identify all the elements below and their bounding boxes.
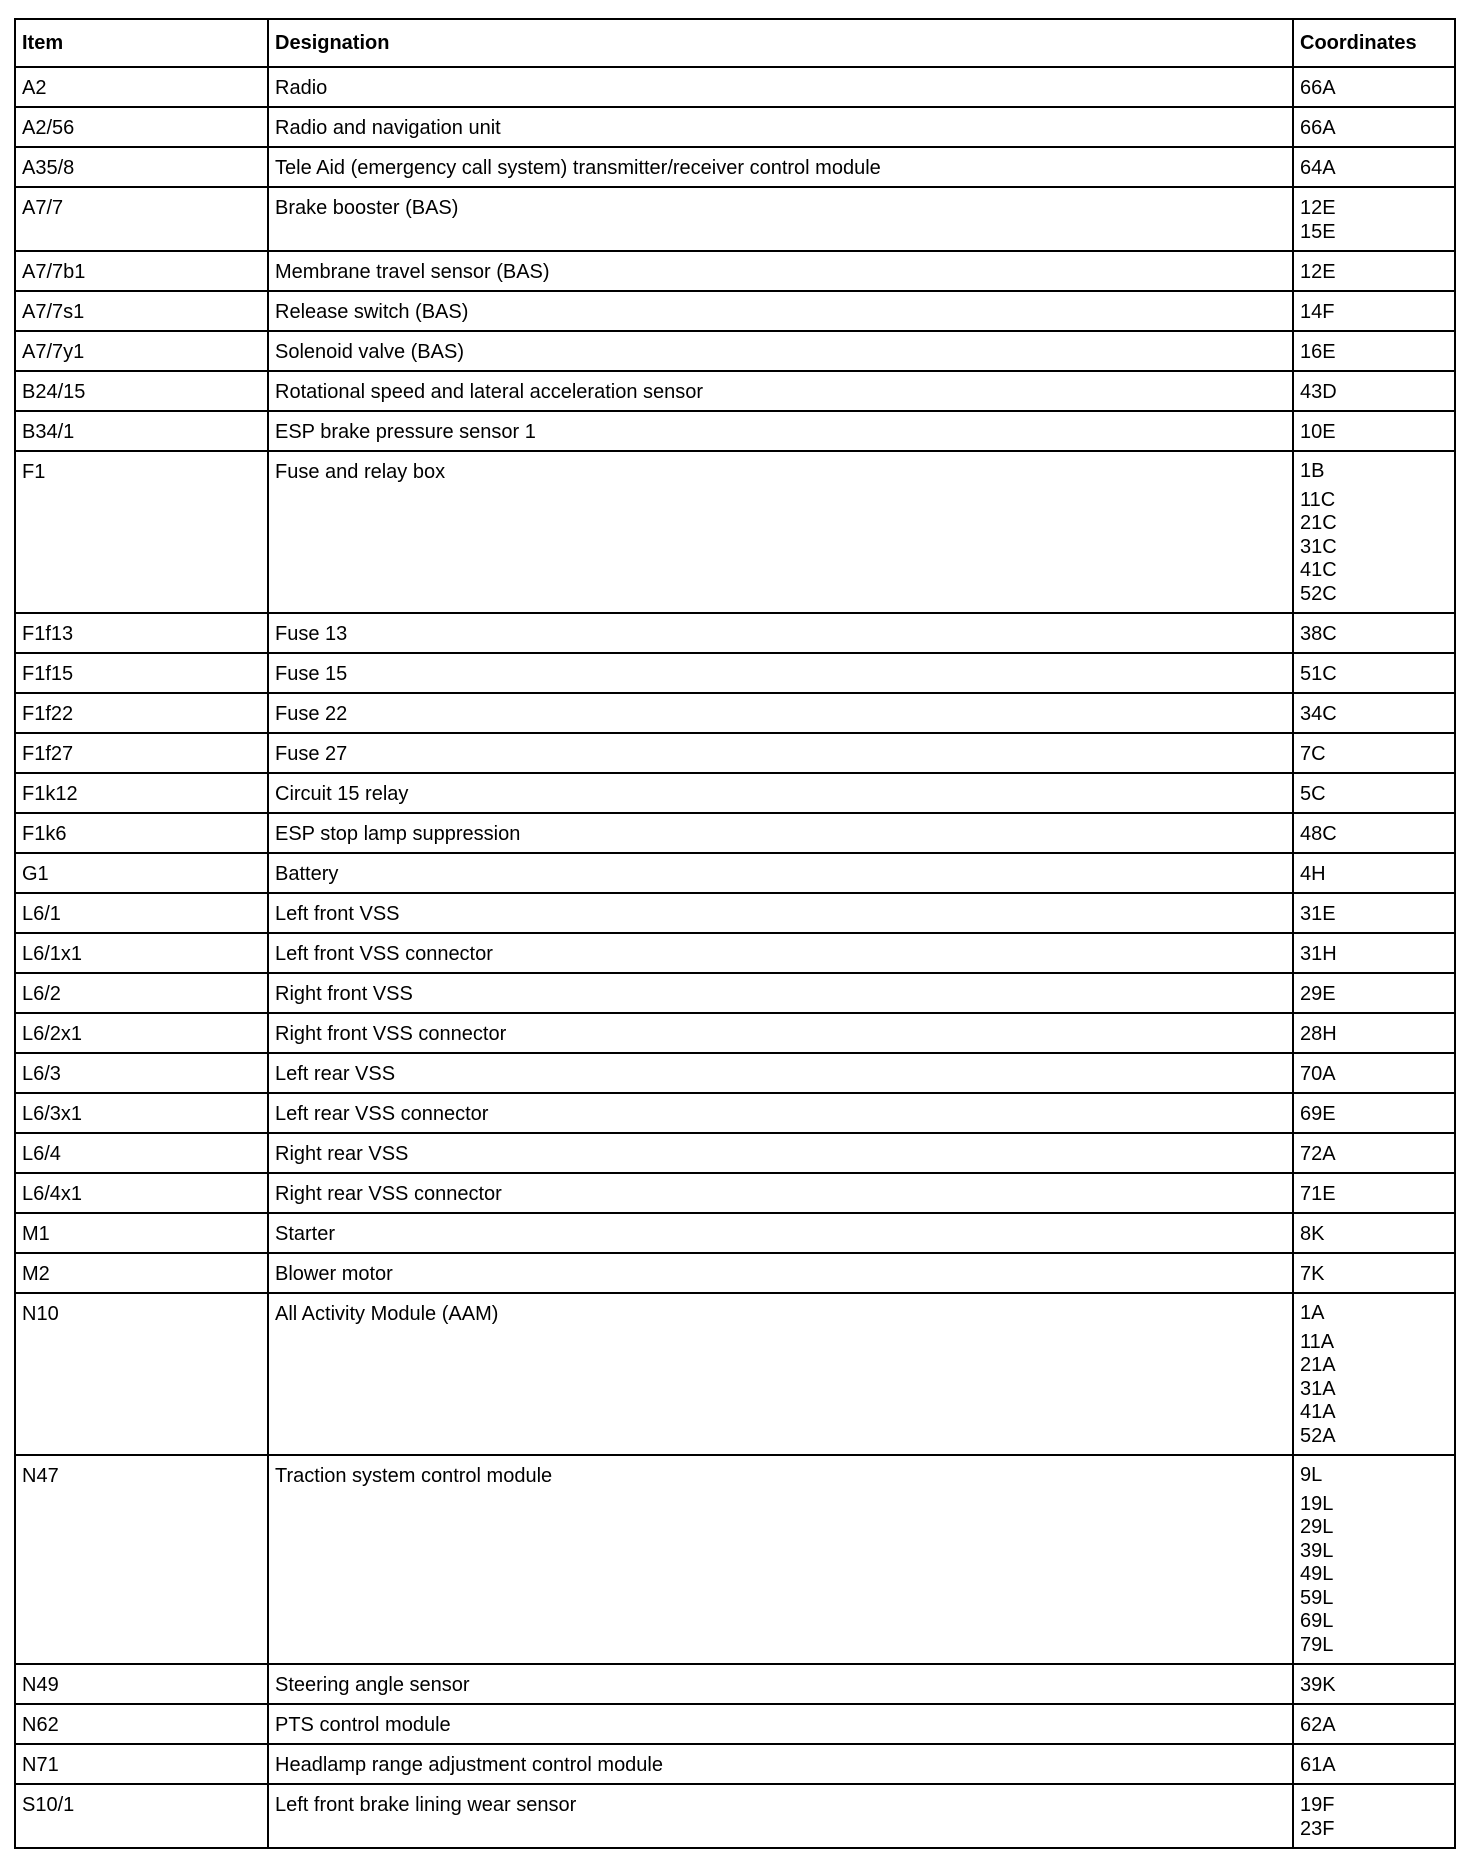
cell-coordinates [1293, 371, 1455, 411]
table-row [15, 251, 1455, 291]
table-row [15, 1784, 1455, 1848]
table-row [15, 187, 1455, 251]
table-row [15, 1173, 1455, 1213]
table-row [15, 1253, 1455, 1293]
table-row [15, 451, 1455, 613]
coordinate-value: 39K [1300, 1674, 1336, 1696]
coordinate-value: 31C [1300, 535, 1337, 558]
coordinate-value: 4H [1300, 863, 1326, 885]
cell-designation: Fuse and relay box [268, 451, 1293, 613]
cell-designation: Fuse 13 [268, 613, 1293, 653]
component-index-document [14, 18, 1454, 1849]
cell-designation: Fuse 27 [268, 733, 1293, 773]
coordinate-value: 21C [1300, 512, 1337, 534]
cell-coordinates [1293, 1213, 1455, 1253]
table-row [15, 1744, 1455, 1784]
cell-item: L6/1x1 [15, 933, 268, 973]
table-row [15, 973, 1455, 1013]
cell-designation: PTS control module [268, 1704, 1293, 1744]
table-row [15, 693, 1455, 733]
cell-item: A7/7 [15, 187, 268, 251]
coordinate-value: 48C [1300, 823, 1337, 845]
cell-coordinates [1293, 331, 1455, 371]
cell-item: F1 [15, 451, 268, 613]
table-row [15, 331, 1455, 371]
table-row [15, 1704, 1455, 1744]
cell-designation: Right front VSS connector [268, 1013, 1293, 1053]
cell-coordinates [1293, 1253, 1455, 1293]
coordinate-value: 21A [1300, 1354, 1336, 1376]
coordinate-value: 19F [1300, 1794, 1335, 1816]
table-row [15, 371, 1455, 411]
cell-coordinates [1293, 291, 1455, 331]
table-row [15, 67, 1455, 107]
cell-coordinates [1293, 1093, 1455, 1133]
cell-item: F1f27 [15, 733, 268, 773]
cell-coordinates [1293, 933, 1455, 973]
table-row [15, 1664, 1455, 1704]
cell-designation: Traction system control module [268, 1455, 1293, 1664]
cell-designation: Radio and navigation unit [268, 107, 1293, 147]
cell-item: A7/7s1 [15, 291, 268, 331]
cell-designation: Tele Aid (emergency call system) transmitter/receiver control module [268, 147, 1293, 187]
coordinate-value: 62A [1300, 1714, 1336, 1736]
cell-item: A2/56 [15, 107, 268, 147]
coordinate-value: 11C [1300, 488, 1336, 511]
coordinate-value: 8K [1300, 1223, 1325, 1245]
cell-designation: Right front VSS [268, 973, 1293, 1013]
cell-designation: Steering angle sensor [268, 1664, 1293, 1704]
coordinate-value: 79L [1300, 1633, 1334, 1656]
coordinate-value: 52A [1300, 1424, 1336, 1447]
cell-designation: Right rear VSS [268, 1133, 1293, 1173]
cell-coordinates [1293, 1664, 1455, 1704]
cell-item: L6/3x1 [15, 1093, 268, 1133]
coordinate-value: 14F [1300, 301, 1335, 323]
coordinate-value: 5C [1300, 783, 1326, 805]
cell-item: M1 [15, 1213, 268, 1253]
cell-coordinates [1293, 893, 1455, 933]
table-body [15, 67, 1455, 1848]
cell-item: F1k6 [15, 813, 268, 853]
coordinate-value: 11A [1300, 1330, 1335, 1353]
table-row [15, 147, 1455, 187]
coordinate-value: 70A [1300, 1063, 1336, 1085]
cell-item: A7/7y1 [15, 331, 268, 371]
cell-designation: Left front brake lining wear sensor [268, 1784, 1293, 1848]
header-coordinates: Coordinates [1293, 19, 1455, 67]
cell-item: M2 [15, 1253, 268, 1293]
coordinate-value: 61A [1300, 1754, 1336, 1776]
cell-item: G1 [15, 853, 268, 893]
cell-coordinates [1293, 1455, 1455, 1664]
table-row [15, 773, 1455, 813]
coordinate-value: 7K [1300, 1263, 1325, 1285]
coordinate-value: 23F [1300, 1818, 1335, 1840]
cell-item: F1f13 [15, 613, 268, 653]
coordinate-value: 69E [1300, 1103, 1336, 1125]
coordinate-value: 41C [1300, 559, 1337, 581]
cell-designation: Left front VSS [268, 893, 1293, 933]
cell-coordinates [1293, 853, 1455, 893]
coordinate-value: 10E [1300, 421, 1336, 443]
coordinate-value: 16E [1300, 341, 1336, 363]
cell-item: A2 [15, 67, 268, 107]
cell-designation: ESP stop lamp suppression [268, 813, 1293, 853]
coordinate-value: 66A [1300, 117, 1336, 139]
cell-designation: Left front VSS connector [268, 933, 1293, 973]
coordinate-value: 69L [1300, 1610, 1334, 1632]
cell-designation: All Activity Module (AAM) [268, 1293, 1293, 1455]
cell-coordinates [1293, 613, 1455, 653]
cell-designation: Solenoid valve (BAS) [268, 331, 1293, 371]
cell-item: N62 [15, 1704, 268, 1744]
table-row [15, 893, 1455, 933]
coordinate-value: 72A [1300, 1143, 1336, 1165]
table-row [15, 653, 1455, 693]
coordinate-value: 71E [1300, 1183, 1336, 1205]
cell-designation: Blower motor [268, 1253, 1293, 1293]
coordinate-value: 12E [1300, 261, 1336, 283]
table-row [15, 107, 1455, 147]
cell-designation: Battery [268, 853, 1293, 893]
table-row [15, 613, 1455, 653]
coordinate-value: 43D [1300, 381, 1337, 403]
table-row [15, 1293, 1455, 1455]
component-index-table [14, 18, 1456, 1849]
table-row [15, 1093, 1455, 1133]
cell-designation: Circuit 15 relay [268, 773, 1293, 813]
coordinate-value: 29E [1300, 983, 1336, 1005]
coordinate-value: 59L [1300, 1586, 1334, 1609]
cell-coordinates [1293, 1784, 1455, 1848]
cell-designation: Fuse 15 [268, 653, 1293, 693]
cell-designation: Right rear VSS connector [268, 1173, 1293, 1213]
coordinate-value: 38C [1300, 623, 1337, 645]
cell-designation: Radio [268, 67, 1293, 107]
table-row [15, 733, 1455, 773]
table-row [15, 1133, 1455, 1173]
cell-coordinates [1293, 1173, 1455, 1213]
coordinate-value: 19L [1300, 1492, 1334, 1515]
cell-item: L6/3 [15, 1053, 268, 1093]
cell-designation: Fuse 22 [268, 693, 1293, 733]
cell-item: F1f22 [15, 693, 268, 733]
coordinate-value: 39L [1300, 1539, 1334, 1562]
table-row [15, 1213, 1455, 1253]
table-row [15, 1013, 1455, 1053]
cell-item: A7/7b1 [15, 251, 268, 291]
cell-item: L6/1 [15, 893, 268, 933]
coordinate-value: 31H [1300, 943, 1337, 965]
cell-item: N10 [15, 1293, 268, 1455]
cell-item: L6/4 [15, 1133, 268, 1173]
coordinate-value: 51C [1300, 663, 1337, 685]
cell-designation: Release switch (BAS) [268, 291, 1293, 331]
cell-item: L6/4x1 [15, 1173, 268, 1213]
cell-coordinates [1293, 67, 1455, 107]
coordinate-value: 31E [1300, 903, 1336, 925]
cell-item: N49 [15, 1664, 268, 1704]
cell-item: A35/8 [15, 147, 268, 187]
header-item: Item [15, 19, 268, 67]
cell-designation: Left rear VSS [268, 1053, 1293, 1093]
cell-coordinates [1293, 251, 1455, 291]
cell-coordinates [1293, 187, 1455, 251]
table-row [15, 411, 1455, 451]
cell-coordinates [1293, 693, 1455, 733]
cell-item: S10/1 [15, 1784, 268, 1848]
coordinate-value: 31A [1300, 1377, 1336, 1400]
cell-coordinates [1293, 973, 1455, 1013]
cell-item: N71 [15, 1744, 268, 1784]
cell-coordinates [1293, 451, 1455, 613]
cell-item: L6/2x1 [15, 1013, 268, 1053]
coordinate-value: 49L [1300, 1563, 1334, 1585]
cell-coordinates [1293, 147, 1455, 187]
coordinate-value: 28H [1300, 1023, 1337, 1045]
cell-designation: Rotational speed and lateral acceleration sensor [268, 371, 1293, 411]
coordinate-value: 64A [1300, 157, 1336, 179]
cell-coordinates [1293, 733, 1455, 773]
cell-coordinates [1293, 813, 1455, 853]
cell-coordinates [1293, 1704, 1455, 1744]
cell-designation: Left rear VSS connector [268, 1093, 1293, 1133]
coordinate-value: 1B [1300, 460, 1325, 482]
coordinate-value: 9L [1300, 1464, 1323, 1486]
cell-item: B24/15 [15, 371, 268, 411]
cell-coordinates [1293, 411, 1455, 451]
table-row [15, 933, 1455, 973]
cell-item: L6/2 [15, 973, 268, 1013]
cell-coordinates [1293, 1133, 1455, 1173]
coordinate-value: 52C [1300, 582, 1337, 605]
table-row [15, 813, 1455, 853]
table-row [15, 853, 1455, 893]
table-header-row [15, 19, 1455, 67]
coordinate-value: 1A [1300, 1302, 1325, 1324]
cell-designation: Headlamp range adjustment control module [268, 1744, 1293, 1784]
cell-coordinates [1293, 1744, 1455, 1784]
cell-designation: Brake booster (BAS) [268, 187, 1293, 251]
coordinate-value: 29L [1300, 1516, 1334, 1538]
table-row [15, 1455, 1455, 1664]
cell-coordinates [1293, 1053, 1455, 1093]
cell-coordinates [1293, 1013, 1455, 1053]
cell-item: B34/1 [15, 411, 268, 451]
header-designation: Designation [268, 19, 1293, 67]
cell-item: N47 [15, 1455, 268, 1664]
coordinate-value: 41A [1300, 1401, 1336, 1423]
table-row [15, 291, 1455, 331]
cell-designation: Membrane travel sensor (BAS) [268, 251, 1293, 291]
cell-coordinates [1293, 653, 1455, 693]
coordinate-value: 15E [1300, 221, 1336, 243]
coordinate-value: 7C [1300, 743, 1326, 765]
cell-designation: ESP brake pressure sensor 1 [268, 411, 1293, 451]
cell-item: F1k12 [15, 773, 268, 813]
coordinate-value: 12E [1300, 197, 1336, 219]
cell-item: F1f15 [15, 653, 268, 693]
cell-coordinates [1293, 107, 1455, 147]
cell-coordinates [1293, 773, 1455, 813]
cell-designation: Starter [268, 1213, 1293, 1253]
coordinate-value: 34C [1300, 703, 1337, 725]
cell-coordinates [1293, 1293, 1455, 1455]
table-row [15, 1053, 1455, 1093]
coordinate-value: 66A [1300, 77, 1336, 99]
